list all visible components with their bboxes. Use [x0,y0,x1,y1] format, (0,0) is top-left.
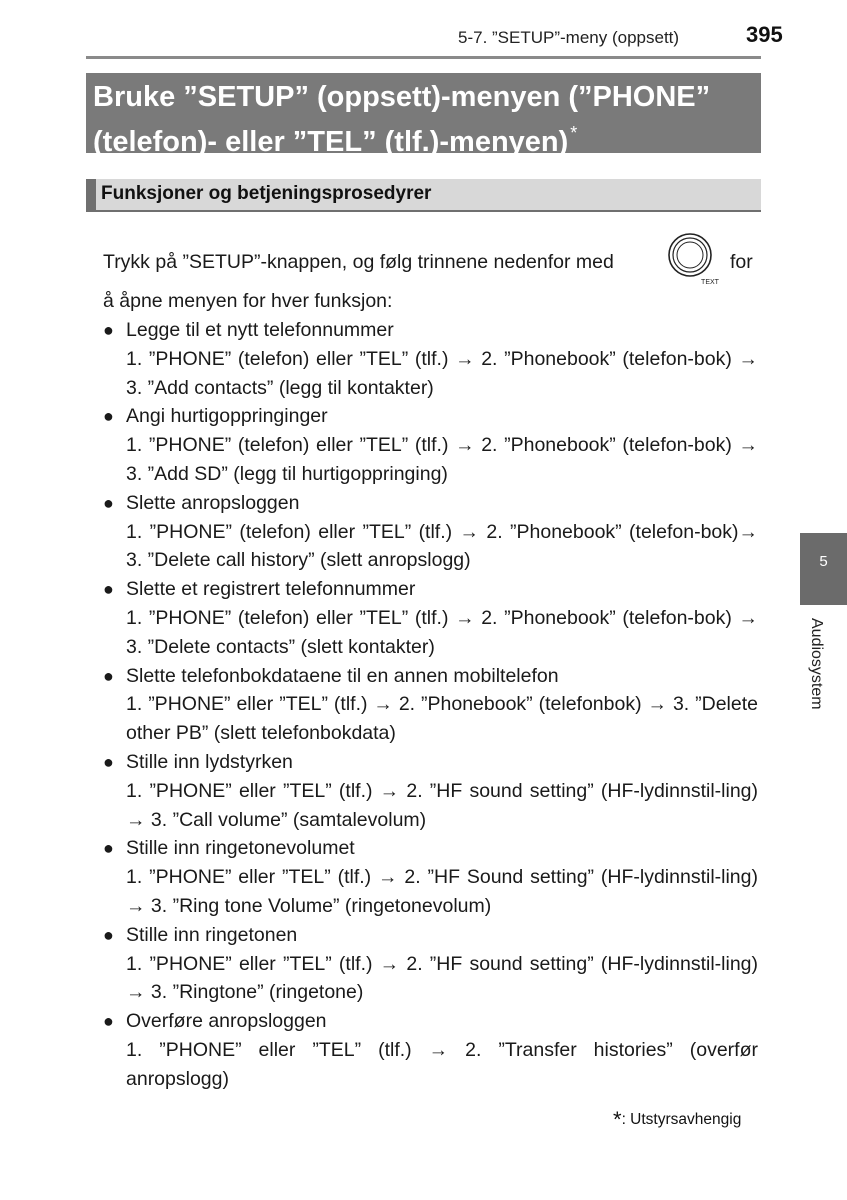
list-item [103,575,758,661]
page-title [86,73,761,158]
intro-text-after: for [730,251,753,273]
list-item-steps: 1. ”PHONE” (telefon) eller ”TEL” (tlf.) → 2. ”Phonebook” (telefon-bok) → 3. ”Add SD” (legg til hurtigoppringing) [126,434,758,485]
list-item [103,662,758,748]
list-item [103,921,758,1007]
list-item-steps: 1. ”PHONE” eller ”TEL” (tlf.) → 2. ”Phonebook” (telefonbok) → 3. ”Delete other PB” (slett telefonbokdata) [126,693,758,745]
list-item [103,834,758,920]
list-item-heading-row [103,1007,758,1036]
function-list [103,316,758,1094]
tune-knob-icon [660,230,720,286]
list-item [103,748,758,834]
list-item-heading-row [103,575,758,604]
list-item-steps: 1. ”PHONE” (telefon) eller ”TEL” (tlf.) → 2. ”Phonebook” (telefon-bok) → 3. ”Add contacts” (legg til kontakter) [126,347,758,399]
list-item-steps: 1. ”PHONE” eller ”TEL” (tlf.) → 2. ”HF sound setting” (HF-lydinnstil-ling) → 3. ”Call volume” (samtalevolum) [126,779,758,831]
title-line-2-text: (telefon)- eller ”TEL” (tlf.)-menyen) [93,126,569,158]
list-item-steps: 1. ”PHONE” eller ”TEL” (tlf.) → 2. ”HF sound setting” (HF-lydinnstil-ling) → 3. ”Ringtone” (ringetone) [126,952,758,1004]
list-item-heading: Stille inn lydstyrken [126,750,293,773]
title-line-1: Bruke ”SETUP” (oppsett)-menyen (”PHONE” [93,81,711,113]
list-item-steps: 1. ”PHONE” eller ”TEL” (tlf.) → 2. ”Transfer histories” (overfør anropslogg) [126,1038,758,1090]
page-number: 395 [746,22,783,47]
title-line-2 [93,115,753,160]
list-item-heading-row [103,748,758,777]
header-divider [86,56,761,59]
intro-text-before: Trykk på ”SETUP”-knappen, og følg trinnene nedenfor med [103,251,614,273]
chapter-tab: 5 [800,533,847,605]
bullet-icon: ● [103,751,114,772]
list-item-heading: Slette anropsloggen [126,491,300,514]
bullet-icon: ● [103,1011,114,1032]
bullet-icon: ● [103,838,114,859]
list-item-steps: 1. ”PHONE” (telefon) eller ”TEL” (tlf.) → 2. ”Phonebook” (telefon-bok)→ 3. ”Delete call history” (slett anropslogg) [126,520,758,572]
list-item-heading: Stille inn ringetonevolumet [126,837,355,860]
list-item-heading: Legge til et nytt telefonnummer [126,319,394,341]
bullet-icon: ● [103,492,114,513]
list-item-heading-row [103,316,758,345]
bullet-icon: ● [103,320,114,340]
list-item-heading-row [103,402,758,431]
list-item-heading-row [103,489,758,518]
bullet-icon: ● [103,665,114,686]
knob-label: TEXT [701,279,719,286]
list-item [103,316,758,402]
title-footnote-marker: * [570,123,578,143]
list-item-heading: Overføre anropsloggen [126,1010,327,1033]
footnote [613,1107,741,1133]
list-item [103,489,758,575]
list-item [103,1007,758,1093]
footnote-marker: * [613,1107,622,1132]
bullet-icon: ● [103,579,114,600]
section-subheading: Funksjoner og betjeningsprosedyrer [86,179,761,212]
list-item-heading: Slette et registrert telefonnummer [126,578,416,601]
chapter-label: Audiosystem [808,618,825,710]
list-item-heading-row [103,921,758,950]
list-item [103,402,758,488]
bullet-icon: ● [103,924,114,945]
list-item-steps: 1. ”PHONE” eller ”TEL” (tlf.) → 2. ”HF Sound setting” (HF-lydinnstil-ling) → 3. ”Ring tone Volume” (ringetonevolum) [126,866,758,917]
intro-paragraph [103,248,758,315]
list-item-heading: Slette telefonbokdataene til en annen mobiltelefon [126,664,559,687]
intro-row [103,248,758,286]
list-item-heading: Stille inn ringetonen [126,923,298,946]
list-item-heading-row [103,834,758,863]
list-item-heading-row [103,662,758,691]
bullet-icon: ● [103,406,114,427]
intro-line-2: å åpne menyen for hver funksjon: [103,290,393,312]
list-item-heading: Angi hurtigoppringinger [126,405,328,428]
footnote-text: : Utstyrsavhengig [621,1111,742,1128]
section-header: 5-7. ”SETUP”-meny (oppsett) [458,28,680,47]
list-item-steps: 1. ”PHONE” (telefon) eller ”TEL” (tlf.) → 2. ”Phonebook” (telefon-bok) → 3. ”Delete contacts” (slett kontakter) [126,606,758,658]
